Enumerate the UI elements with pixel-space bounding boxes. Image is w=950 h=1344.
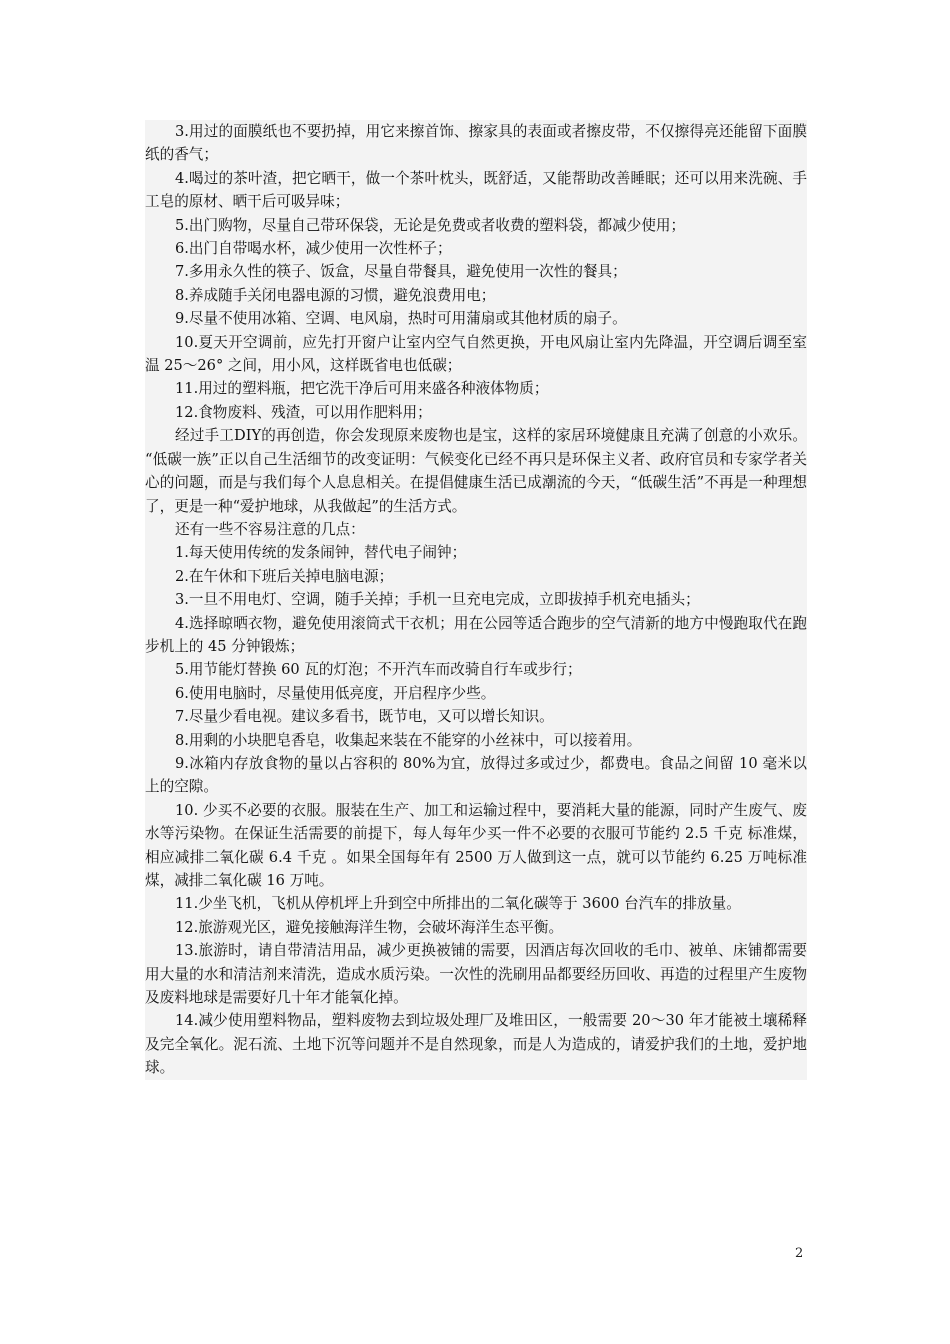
paragraph: 2.在午休和下班后关掉电脑电源； — [175, 567, 394, 585]
paragraph: 8.养成随手关闭电器电源的习惯，避免浪费用电； — [175, 286, 496, 304]
paragraph: 11.少坐飞机，飞机从停机坪上升到空中所排出的二氧化碳等于 3600 台汽车的排放量。 — [175, 895, 741, 913]
paragraph: 1.每天使用传统的发条闹钟，替代电子闹钟； — [175, 544, 467, 562]
paragraph: 4.喝过的茶叶渣，把它晒干，做一个茶叶枕头，既舒适，又能帮助改善睡眠；还可以用来洗碗、手工皂的原材、晒干后可吸异味； — [145, 169, 807, 211]
paragraph: 3.一旦不用电灯、空调，随手关掉；手机一旦充电完成，立即拔掉手机充电插头； — [175, 591, 700, 609]
paragraph: 6.出门自带喝水杯，减少使用一次性杯子； — [175, 240, 452, 258]
paragraph: 11.用过的塑料瓶，把它洗干净后可用来盛各种液体物质； — [175, 380, 549, 398]
paragraph: 还有一些不容易注意的几点： — [175, 520, 365, 538]
paragraph: 经过手工DIY的再创造，你会发现原来废物也是宝，这样的家居环境健康且充满了创意的小欢乐。 “低碳一族”正以自己生活细节的改变证明：气候变化已经不再只是环保主义者、政府官员和专家学者关心的问题，而是与我们每个人息息相关。在提倡健康生活已成潮流的今天，“低碳生活”不再是一种理想了，更是一种“爱护地球，从我做起”的生活方式。 — [145, 427, 807, 515]
paragraph: 7.多用永久性的筷子、饭盒，尽量自带餐具，避免使用一次性的餐具； — [175, 263, 627, 281]
document-body — [145, 120, 807, 1080]
paragraph: 5.用节能灯替换 60 瓦的灯泡；不开汽车而改骑自行车或步行； — [175, 661, 582, 679]
paragraph: 14.减少使用塑料物品，塑料废物去到垃圾处理厂及堆田区，一般需要 20～30 年才能被土壤稀释及完全氧化。泥石流、土地下沉等问题并不是自然现象，而是人为造成的，请爱护我们的土地，爱护地球。 — [145, 1012, 807, 1077]
paragraph: 4.选择晾晒衣物，避免使用滚筒式干衣机；用在公园等适合跑步的空气清新的地方中慢跑取代在跑步机上的 45 分钟锻炼； — [145, 614, 807, 655]
paragraph: 13.旅游时，请自带清洁用品，减少更换被铺的需要，因酒店每次回收的毛巾、被单、床铺都需要用大量的水和清洁剂来清洗，造成水质污染。一次性的洗刷用品都要经历回收、再造的过程里产生废物及废料地球是需要好几十年才能氧化掉。 — [145, 942, 807, 1007]
paragraph: 12.食物废料、残渣，可以用作肥料用； — [175, 403, 432, 421]
paragraph: 10.夏天开空调前，应先打开窗户让室内空气自然更换，开电风扇让室内先降温，开空调后调至室温 25～26° 之间，用小风，这样既省电也低碳； — [145, 333, 807, 375]
page-number: 2 — [795, 1246, 804, 1261]
paragraph: 9.冰箱内存放食物的量以占容积的 80%为宜，放得过多或过少，都费电。食品之间留 10 毫米以上的空隙。 — [145, 754, 807, 796]
paragraph: 3.用过的面膜纸也不要扔掉，用它来擦首饰、擦家具的表面或者擦皮带，不仅擦得亮还能留下面膜纸的香气； — [145, 123, 807, 164]
paragraph: 7.尽量少看电视。建议多看书，既节电，又可以增长知识。 — [175, 708, 554, 726]
paragraph: 12.旅游观光区，避免接触海洋生物，会破坏海洋生态平衡。 — [175, 918, 564, 936]
paragraph: 10. 少买不必要的衣服。服装在生产、加工和运输过程中，要消耗大量的能源，同时产生废气、废水等污染物。在保证生活需要的前提下，每人每年少买一件不必要的衣服可节能约 2.5 千克 标准煤，相应减排二氧化碳 6.4 千克 。如果全国每年有 2500 万人做到这一点，就可以节能约 6.25 万吨标准煤，减排二氧化碳 16 万吨。 — [145, 801, 807, 889]
paragraph: 8.用剩的小块肥皂香皂，收集起来装在不能穿的小丝袜中，可以接着用。 — [175, 731, 642, 749]
paragraph: 6.使用电脑时，尽量使用低亮度，开启程序少些。 — [175, 684, 496, 702]
paragraph: 5.出门购物，尽量自己带环保袋，无论是免费或者收费的塑料袋，都减少使用； — [175, 216, 686, 234]
paragraph: 9.尽量不使用冰箱、空调、电风扇，热时可用蒲扇或其他材质的扇子。 — [175, 310, 627, 328]
